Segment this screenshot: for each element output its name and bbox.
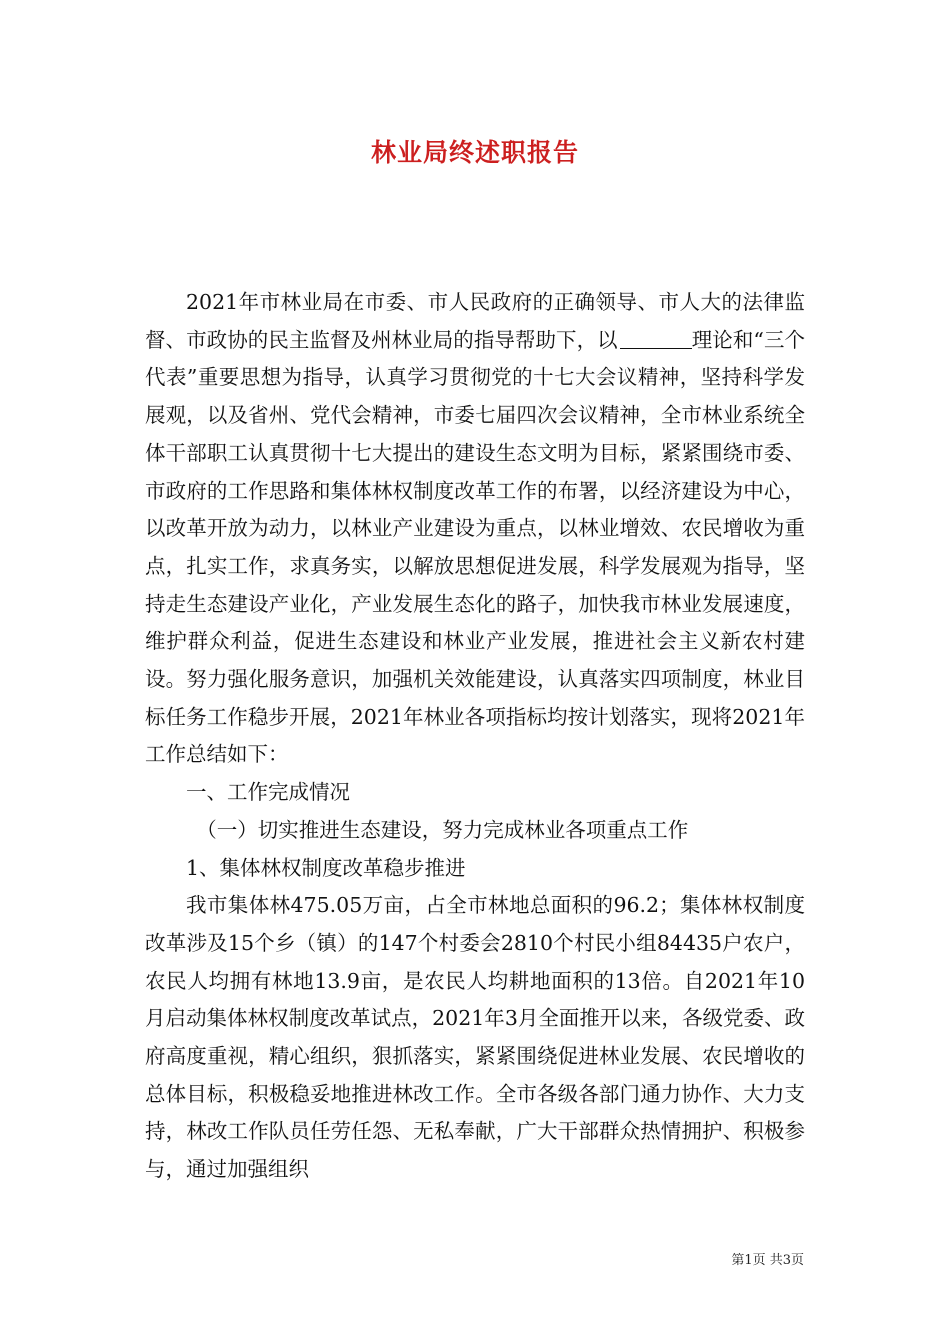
body-paragraph-2: 我市集体林475.05万亩，占全市林地总面积的96.2；集体林权制度改革涉及15个乡（镇）的147个村委会2810个村民小组84435户农户，农民人均拥有林地13.9亩，是农民人均耕地面积的13倍。自2021年10月启动集体林权制度改革试点，2021年3月全面推开以来，各级党委、政府高度重视，精心组织，狠抓落实，紧紧围绕促进林业发展、农民增收的总体目标，积极稳妥地推进林改工作。全市各级各部门通力协作、大力支持，林改工作队员任劳任怨、无私奉献，广大干部群众热情拥护、积极参与，通过加强组织 [145,893,805,1182]
section-heading-3: 1、集体林权制度改革稳步推进 [186,855,466,880]
intro-text-part1: 2021年市林业局在市委、市人民政府的正确领导、市人大的法律监督、市政协的民主监督及州林业局的指导帮助下，以 [145,290,805,352]
document-title: 林业局终述职报告 [370,138,579,167]
section-heading-1: 一、工作完成情况 [186,780,350,805]
fill-in-blank [620,328,692,349]
page-number: 第1页 共3页 [731,1253,804,1268]
intro-paragraph [145,284,805,774]
section-heading-2: （一）切实推进生态建设，努力完成林业各项重点工作 [196,817,689,842]
document-body [145,284,805,1189]
intro-text-part2: 理论和“三个代表”重要思想为指导，认真学习贯彻党的十七大会议精神，坚持科学发展观，以及省州、党代会精神，市委七届四次会议精神，全市林业系统全体干部职工认真贯彻十七大提出的建设生态文明为目标，紧紧围绕市委、市政府的工作思路和集体林权制度改革工作的布署，以经济建设为中心，以改革开放为动力，以林业产业建设为重点，以林业增效、农民增收为重点，扎实工作，求真务实，以解放思想促进发展，科学发展观为指导，坚持走生态建设产业化，产业发展生态化的路子，加快我市林业发展速度，维护群众利益，促进生态建设和林业产业发展，推进社会主义新农村建设。努力强化服务意识，加强机关效能建设，认真落实四项制度，林业目标任务工作稳步开展，2021年林业各项指标均按计划落实，现将2021年工作总结如下： [145,327,805,767]
